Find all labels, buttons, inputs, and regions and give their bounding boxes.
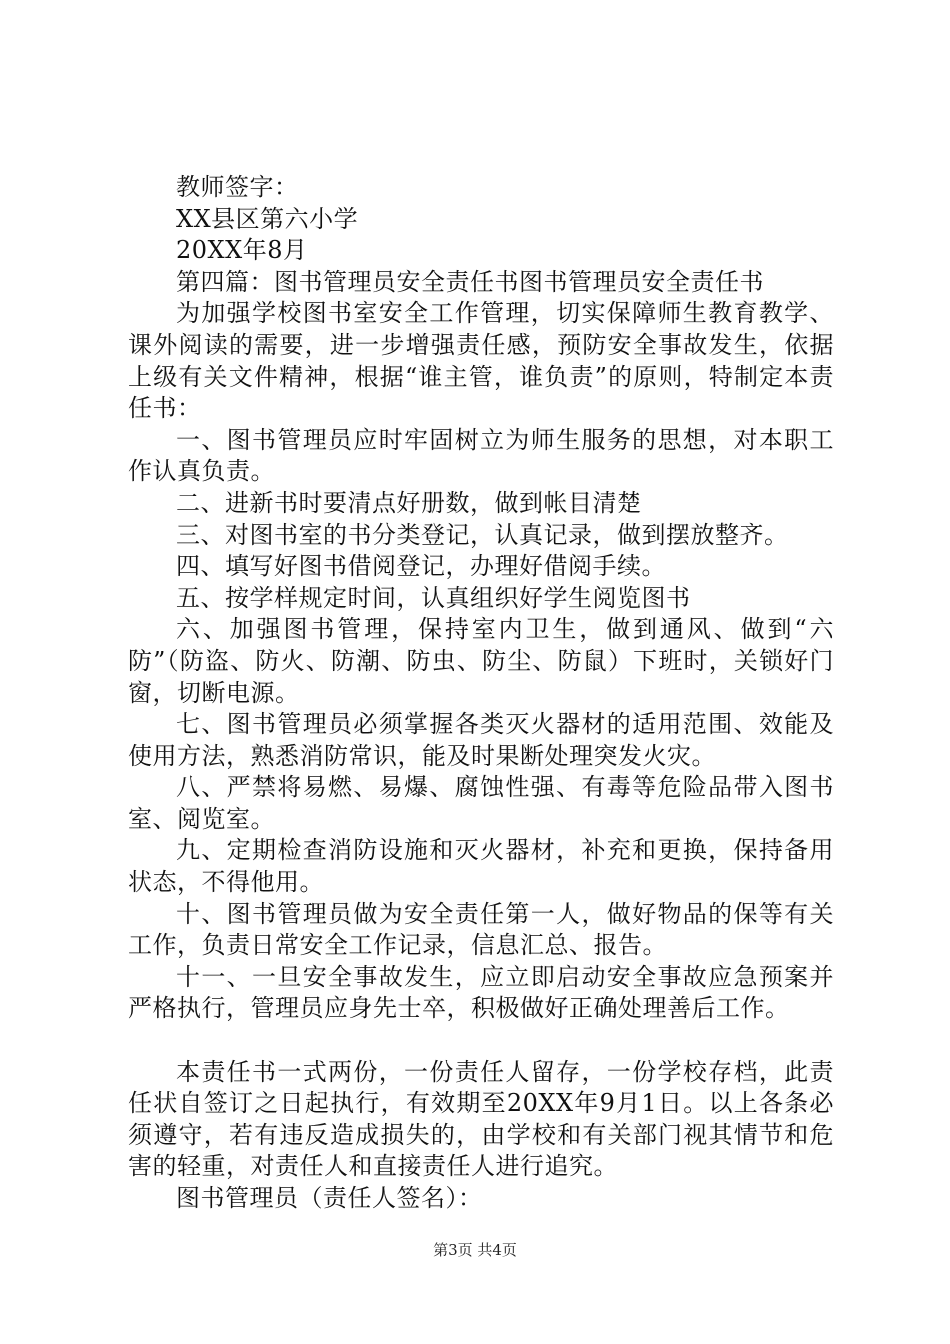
clause-3: 三、对图书室的书分类登记，认真记录，做到摆放整齐。 — [176, 520, 789, 549]
date-line: 20XX年8月 — [176, 236, 308, 265]
clause-4: 四、填写好图书借阅登记，办理好借阅手续。 — [176, 552, 666, 581]
clause-9: 九、定期检查消防设施和灭火器材，补充和更换，保持备用状态，不得他用。 — [128, 836, 834, 897]
clause-7: 七、图书管理员必须掌握各类灭火器材的适用范围、效能及使用方法，熟悉消防常识，能及时果断处理突发火灾。 — [128, 710, 834, 770]
clause-5: 五、按学样规定时间，认真组织好学生阅览图书 — [176, 583, 691, 612]
librarian-signature-line: 图书管理员（责任人签名）： — [176, 1184, 483, 1212]
school-name: XX县区第六小学 — [176, 204, 359, 233]
section-title: 第四篇：图书管理员安全责任书图书管理员安全责任书 — [176, 267, 764, 296]
clause-11: 十一、一旦安全事故发生，应立即启动安全事故应急预案并严格执行，管理员应身先士卒，积极做好正确处理善后工作。 — [128, 962, 834, 1023]
clause-2: 二、进新书时要清点好册数，做到帐目清楚 — [176, 488, 642, 517]
document-body — [128, 172, 834, 1215]
intro-paragraph: 为加强学校图书室安全工作管理，切实保障师生教育教学、课外阅读的需要，进一步增强责任感，预防安全事故发生，依据上级有关文件精神，根据“谁主管，谁负责”的原则，特制定本责任书： — [128, 299, 834, 423]
closing-paragraph: 本责任书一式两份，一份责任人留存，一份学校存档，此责任状自签订之日起执行，有效期至20XX年9月1日。以上各条必须遵守，若有违反造成损失的，由学校和有关部门视其情节和危害的轻重，对责任人和直接责任人进行追究。 — [128, 1057, 834, 1181]
clause-6: 六、加强图书管理，保持室内卫生，做到通风、做到“六防”（防盗、防火、防潮、防虫、防尘、防鼠）下班时，关锁好门窗，切断电源。 — [128, 615, 834, 707]
page-number-footer: 第3页 共4页 — [433, 1241, 517, 1259]
teacher-signature-line: 教师签字： — [176, 173, 299, 201]
clause-8: 八、严禁将易燃、易爆、腐蚀性强、有毒等危险品带入图书室、阅览室。 — [128, 773, 834, 833]
clause-1: 一、图书管理员应时牢固树立为师生服务的思想，对本职工作认真负责。 — [128, 425, 834, 486]
clause-10: 十、图书管理员做为安全责任第一人，做好物品的保等有关工作，负责日常安全工作记录，信息汇总、报告。 — [128, 899, 834, 960]
